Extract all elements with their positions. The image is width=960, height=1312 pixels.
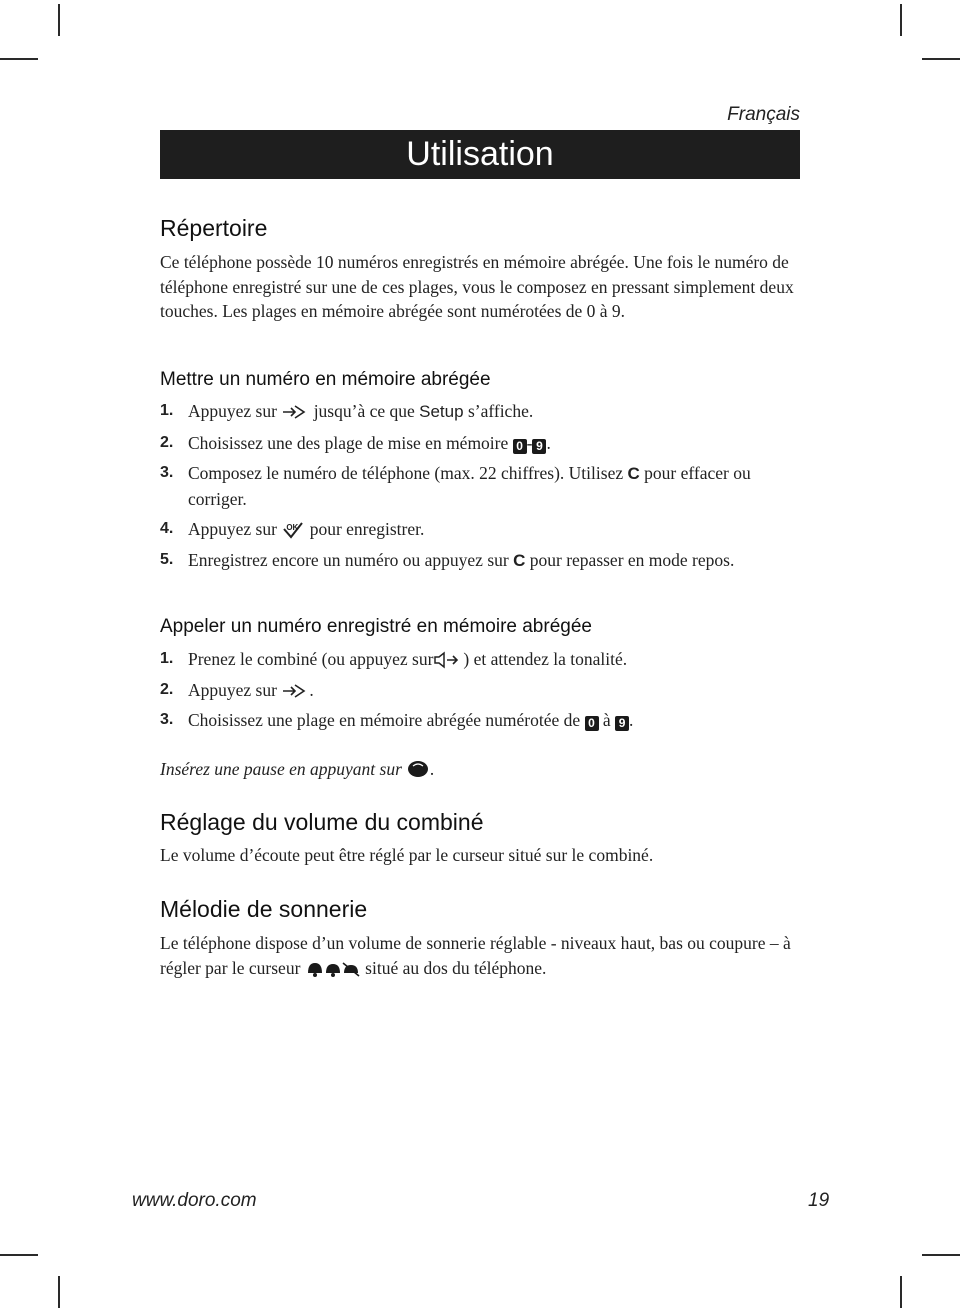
list-item: 1. Prenez le combiné (ou appuyez sur ) et attendez la tonalité.: [160, 649, 628, 669]
repertoire-intro: Ce téléphone possède 10 numéros enregistrés en mémoire abrégée. Une fois le numéro de téléphone enregistré sur une de ces plages, vous le composez en pressant simplement deux touches. Les plages en mémoire abrégée sont numérotées de 0 à 9.: [160, 252, 794, 321]
bells-icon: [305, 960, 361, 978]
handset-volume-text: Le volume d’écoute peut être réglé par le curseur situé sur le combiné.: [160, 845, 654, 865]
list-item: 3. Choisissez une plage en mémoire abrégée numérotée de 0 à 9 .: [160, 710, 634, 730]
list-item: 4. Appuyez sur OK pour enregistrer.: [160, 519, 425, 539]
list-item: 5. Enregistrez encore un numéro ou appuyez sur C pour repasser en mode repos.: [160, 549, 735, 570]
key-0-icon: 0: [585, 716, 599, 731]
memory-arrow-icon: [281, 403, 309, 421]
setup-label: Setup: [419, 402, 464, 421]
heading-ringer-melody: Mélodie de sonnerie: [160, 896, 368, 922]
call-steps: [160, 647, 805, 733]
list-item: 2. Appuyez sur .: [160, 679, 314, 700]
ok-check-icon: OK: [281, 519, 305, 539]
crop-mark: [58, 1276, 60, 1308]
heading-store-number: Mettre un numéro en mémoire abrégée: [160, 369, 491, 390]
crop-mark: [900, 1276, 902, 1308]
speaker-arrow-icon: [433, 651, 463, 669]
crop-mark: [922, 58, 960, 60]
ringer-text: Le téléphone dispose d’un volume de sonnerie réglable - niveaux haut, bas ou coupure – à régler par le curseur situé au dos du téléphone.: [160, 933, 791, 978]
c-key-icon: C: [513, 550, 526, 570]
crop-mark: [0, 1254, 38, 1256]
language-label: Français: [727, 104, 800, 125]
pause-note: Insérez une pause en appuyant sur .: [160, 759, 435, 779]
crop-mark: [58, 4, 60, 36]
page-title: Utilisation: [406, 135, 554, 173]
key-9-icon: 9: [532, 439, 546, 454]
list-item: 2. Choisissez une des plage de mise en mémoire 0 - 9 .: [160, 432, 551, 453]
list-item: 3. Composez le numéro de téléphone (max. 22 chiffres). Utilisez C pour effacer ou corriger.: [160, 463, 751, 509]
heading-repertoire: Répertoire: [160, 215, 268, 241]
page-number: 19: [808, 1190, 830, 1211]
memory-arrow-icon: [281, 682, 309, 700]
heading-handset-volume: Réglage du volume du combiné: [160, 809, 484, 835]
list-item: 1. Appuyez sur jusqu’à ce que Setup s’affiche.: [160, 401, 534, 421]
key-0-icon: 0: [513, 439, 527, 454]
crop-mark: [922, 1254, 960, 1256]
c-key-icon: C: [627, 464, 640, 483]
key-9-icon: 9: [615, 716, 629, 731]
footer-url: www.doro.com: [132, 1190, 257, 1211]
pause-key-icon: [406, 759, 430, 779]
page-title-bar: [160, 130, 800, 179]
crop-mark: [0, 58, 38, 60]
crop-mark: [900, 4, 902, 36]
store-steps: [160, 399, 805, 573]
heading-call-number: Appeler un numéro enregistré en mémoire abrégée: [160, 616, 592, 637]
